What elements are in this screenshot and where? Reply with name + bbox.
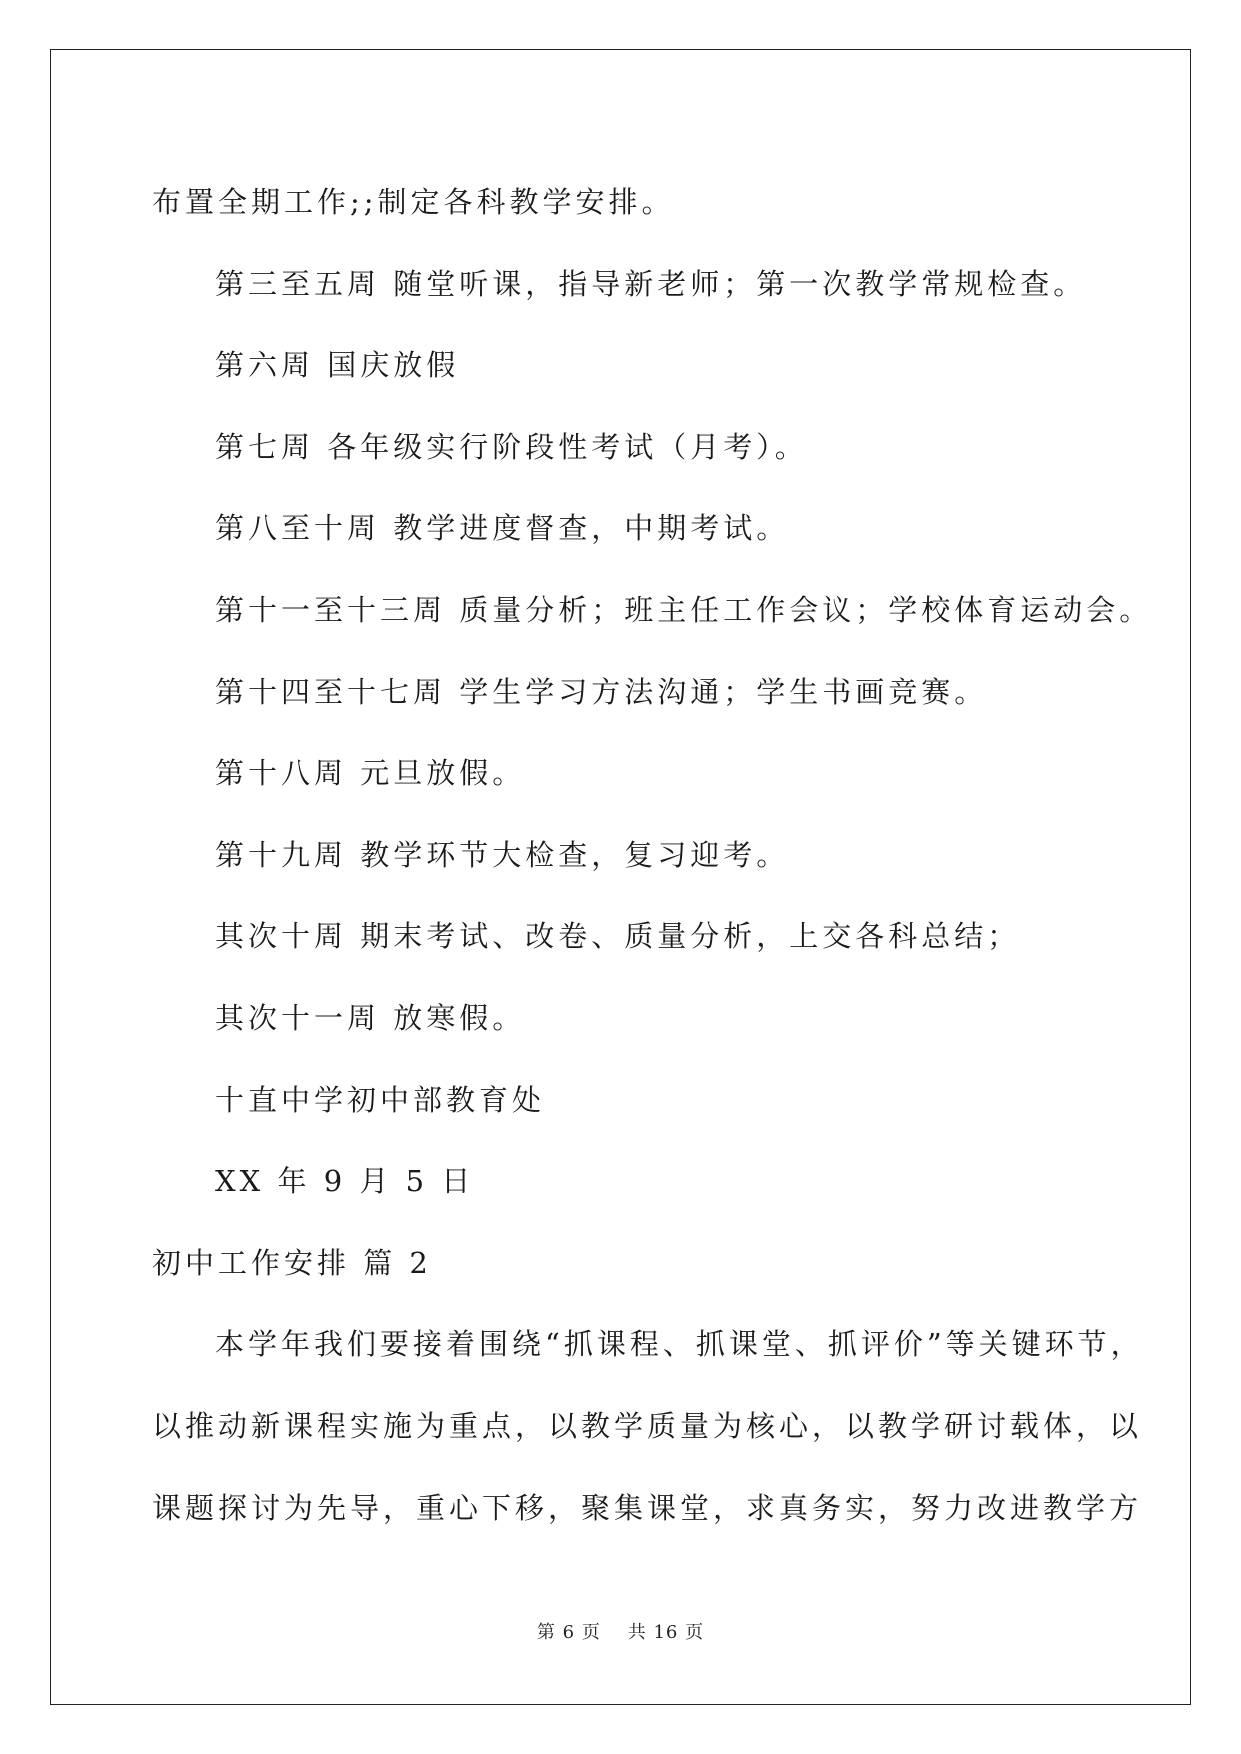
text-line: 其次十周 期末考试、改卷、质量分析，上交各科总结； <box>215 919 1021 954</box>
text-line: 其次十一周 放寒假。 <box>215 1000 526 1035</box>
page-footer <box>0 1618 1241 1644</box>
text-line: 第七周 各年级实行阶段性考试（月考）。 <box>215 429 808 464</box>
signature-org: 十直中学初中部教育处 <box>215 1082 546 1117</box>
paragraph-line: 本学年我们要接着围绕“抓课程、抓课堂、抓评价”等关键环节， <box>215 1327 1144 1362</box>
page-total: 共 16 页 <box>627 1622 705 1643</box>
section-heading: 初中工作安排 篇 2 <box>152 1245 432 1280</box>
document-body <box>152 162 1153 1549</box>
text-line: 第十九周 教学环节大检查，复习迎考。 <box>215 837 790 872</box>
page-number: 第 6 页 <box>536 1622 601 1643</box>
text-line: 第三至五周 随堂听课，指导新老师；第一次教学常规检查。 <box>215 266 1087 301</box>
paragraph-line: 课题探讨为先导，重心下移，聚集课堂，求真务实，努力改进教学方 <box>152 1490 1143 1525</box>
text-line: 第六周 国庆放假 <box>215 348 460 383</box>
paragraph-line: 以推动新课程实施为重点，以教学质量为核心，以教学研讨载体，以 <box>152 1408 1143 1443</box>
text-line: 布置全期工作;;制定各科教学安排。 <box>152 185 675 219</box>
signature-date: XX 年 9 月 5 日 <box>215 1164 475 1199</box>
text-line: 第八至十周 教学进度督查，中期考试。 <box>215 511 790 546</box>
text-line: 第十八周 元旦放假。 <box>215 756 526 791</box>
text-line: 第十四至十七周 学生学习方法沟通；学生书画竞赛。 <box>215 674 988 709</box>
text-line: 第十一至十三周 质量分析；班主任工作会议；学校体育运动会。 <box>215 592 1153 627</box>
